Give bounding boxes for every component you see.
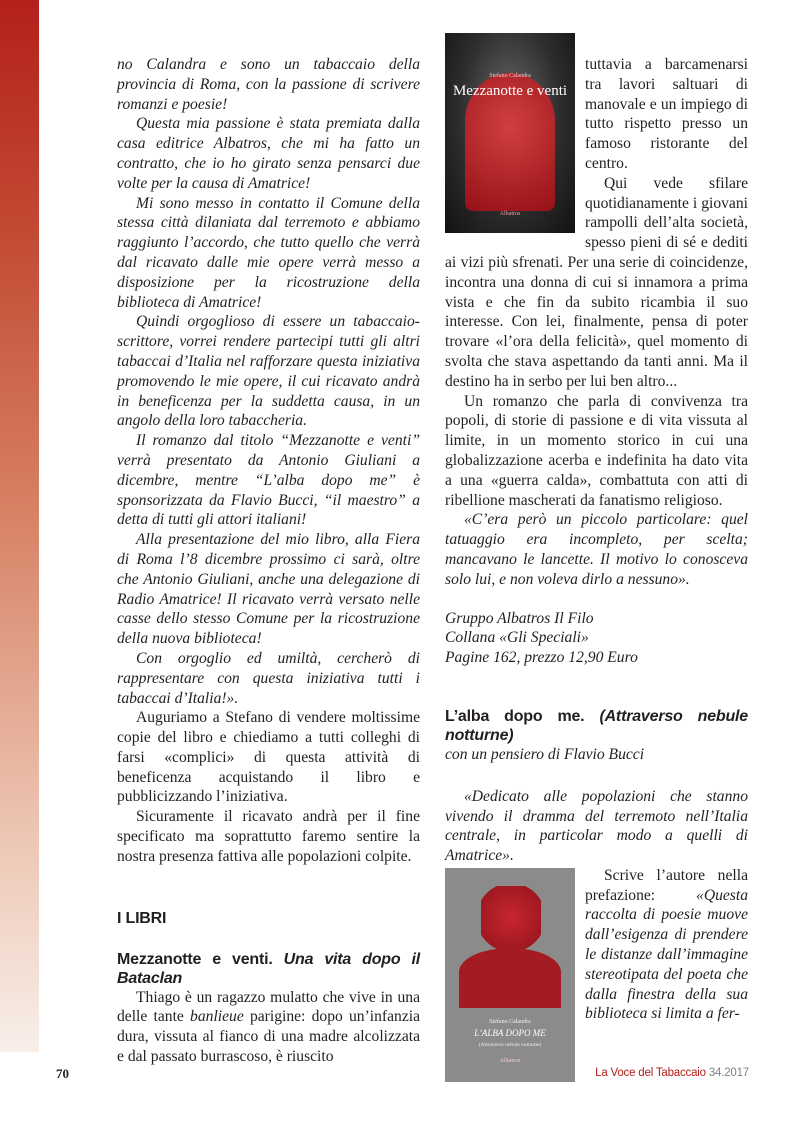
book-subtitle: Una vita dopo il Bataclan <box>117 950 420 987</box>
article-paragraph: Sicuramente il ricavato andrà per il fine specificato ma soprattutto faremo sentire la nostra presenza fattiva alle popolazioni colpite. <box>117 808 420 865</box>
cover-author: Stefano Calandra <box>489 73 531 79</box>
book-description-italic: «Questa raccolta di poesie muove dall’esigenza di prendere le distanze dall’immagine stereotipata del poeta che dalla finestra della sua biblioteca si limita a fer- <box>585 886 748 1023</box>
page-number: 70 <box>56 1066 69 1081</box>
issue-number: 34.2017 <box>708 1067 749 1079</box>
book-byline: con un pensiero di Flavio Bucci <box>445 745 645 763</box>
book-description <box>117 988 420 1067</box>
book-description: tuttavia a barcamenarsi tra lavori saltuari di manovale e un impiego di tutto rispetto presso un famoso ristorante del centro. <box>585 56 748 172</box>
letter-paragraph: Mi sono messo in contatto il Comune della stessa città dilaniata dal terremoto e abbiamo raggiunto l’accordo, che tutto quello che verrà dal ricavato dalle mie opere verrà messo a disposizione per la ricostruzione della biblioteca di Amatrice! <box>117 194 420 311</box>
cover-publisher: Albatros <box>499 211 521 218</box>
price-line: Pagine 162, prezzo 12,90 Euro <box>445 649 638 667</box>
letter-paragraph: Alla presentazione del mio libro, alla Fiera di Roma l’8 dicembre prossimo ci sarà, oltre che Antonio Giuliani, anche una delegazione di Radio Amatrice! Il ricavato verrà versato nelle casse dello stesso Comune per la ricostruzione della nuova biblioteca! <box>117 531 420 648</box>
book-description: Qui vede sfilare quotidianamente i giovani rampolli dell’alta società, spesso pieni di sé e dediti ai vizi più sfrenati. Per una serie di coincidenze, incontra una donna di cui si innamora a prima vista e che fin da subito ricambia il suo interesse. Con lei, finalmente, pensa di poter trovare «l’ora della felicità», quel momento di svolta che stava aspettando da tanti anni. Ma il destino ha in serbo per lui ben altro... <box>445 174 748 390</box>
magazine-footer <box>595 1067 749 1079</box>
cover-publisher: Albatros <box>499 1058 521 1065</box>
book-title <box>117 950 420 988</box>
book-description-text: Scrive l’autore nella prefazione: <box>585 866 748 904</box>
left-column <box>117 55 420 1067</box>
book-title-main: Mezzanotte e venti. <box>117 950 273 968</box>
book-description-text: Thiago è un ragazzo mulatto che vive in una delle tante <box>117 988 420 1026</box>
decorative-side-bar <box>0 0 39 1052</box>
right-column <box>445 55 748 1086</box>
letter-paragraph: no Calandra e sono un tabaccaio della provincia di Roma, con la passione di scrivere romanzi e poesie! <box>117 56 420 113</box>
book-dedication: «Dedicato alle popolazioni che stanno vivendo il dramma del terremoto nell’Italia centrale, in particolar modo a quelli di Amatrice». <box>445 787 748 865</box>
cover-portrait <box>481 886 541 956</box>
magazine-name: La Voce del Tabaccaio <box>595 1067 706 1079</box>
letter-paragraph: Il romanzo dal titolo “Mezzanotte e venti” verrà presentato da Antonio Giuliani a dicembre, mentre “L’alba dopo me” è sponsorizzata da Flavio Bucci, “il maestro” a detta di tutti gli attori italiani! <box>117 432 420 529</box>
cover-portrait-body <box>459 948 561 1008</box>
book-subtitle: (Attraverso nebule notturne) <box>445 707 748 744</box>
cover-author: Stefano Calandra <box>489 1018 531 1025</box>
section-heading: I LIBRI <box>117 909 167 927</box>
letter-paragraph: Questa mia passione è stata premiata dalla casa editrice Albatros, che mi ha fatto un contratto, che io ho girato senza pensarci due volte per la causa di Amatrice! <box>117 115 420 192</box>
book-cover-mezzanotte <box>445 33 575 233</box>
book-description-italic: banlieue <box>190 1008 244 1026</box>
book-cover-alba <box>445 868 575 1082</box>
book-quote: «C’era però un piccolo particolare: quel tatuaggio era incompleto, per scelta; mancavano le lancette. Il motivo lo conosceva solo lui, e non voleva dirlo a nessuno». <box>445 511 748 588</box>
cover-title: L’ALBA DOPO ME <box>474 1027 546 1038</box>
cover-subtitle: (Attraverso nebule notturne) <box>478 1041 542 1048</box>
letter-paragraph: Quindi orgoglioso di essere un tabaccaio-scrittore, vorrei rendere partecipi tutti gli altri tabaccai d’Italia nel rafforzare questa iniziativa promovendo le mie opere, il cui ricavato andrà in beneficenza per la suddetta causa, in un angolo della loro tabaccheria. <box>117 313 420 430</box>
letter-paragraph: Con orgoglio ed umiltà, cercherò di rappresentare con questa iniziativa tutti i tabaccai d’Italia!». <box>117 649 420 707</box>
book-description-text: parigine: dopo un’infanzia dura, vissuta al fianco di una madre alcolizzata e dal passato burrascoso, è riuscito <box>117 1008 420 1066</box>
article-paragraph: Auguriamo a Stefano di vendere moltissime copie del libro e chiediamo a tutti colleghi di farsi «complici» di questa attività di beneficenza acquistando il libro e pubblicizzando l’iniziativa. <box>117 709 420 806</box>
book-title <box>445 707 748 745</box>
book-title-main: L’alba dopo me. <box>445 707 585 725</box>
publisher-line: Gruppo Albatros Il Filo <box>445 609 594 627</box>
cover-title: Mezzanotte e venti <box>452 83 568 99</box>
series-line: Collana «Gli Speciali» <box>445 629 589 647</box>
book-description: Un romanzo che parla di convivenza tra popoli, di storie di passione e di vita vissuta al limite, in un momento storico in cui una globalizzazione acerba e indefinita ha dato vita a una «guerra calda», combattuta con atti di ribellione mascherati da fanatismo religioso. <box>445 392 748 509</box>
